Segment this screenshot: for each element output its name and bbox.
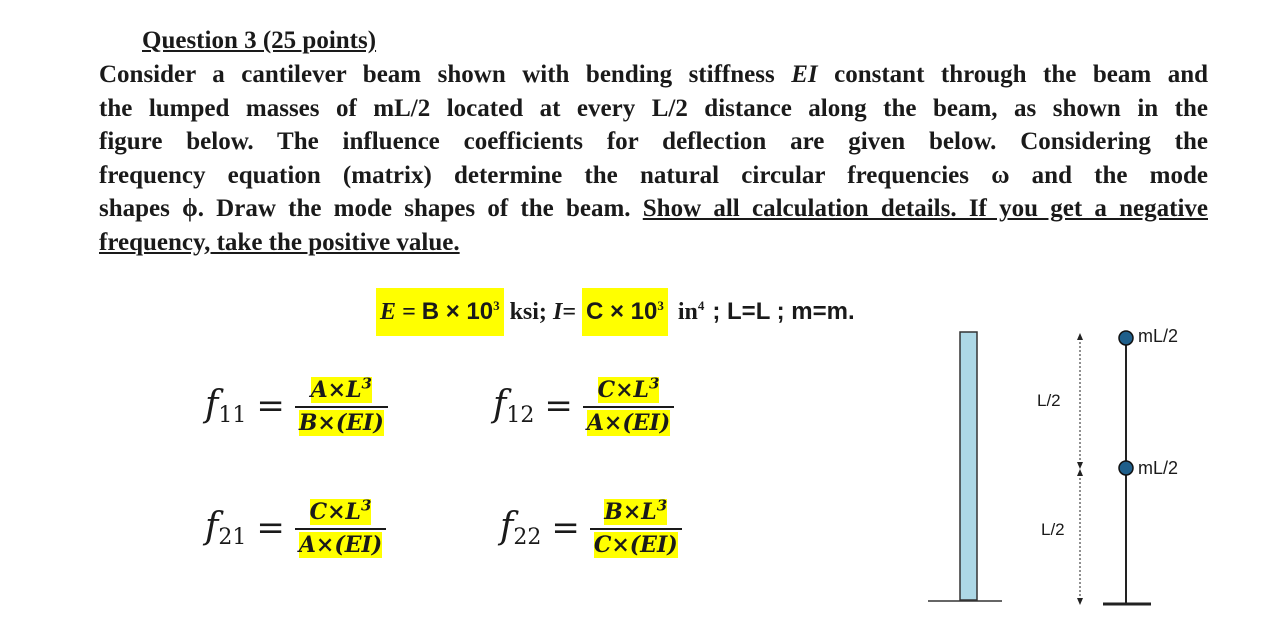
dim-arrow-top-up	[1077, 333, 1083, 340]
f12-numerator: $C\times L^3$	[597, 375, 660, 404]
f22-numerator: $B\times L^3$	[604, 497, 668, 526]
ksi-unit: ksi;	[509, 298, 547, 325]
dim-arrow-bottom-up	[1077, 469, 1083, 476]
coefficient-f22: $f_{22}$ = $\frac{B\times L^3}{C\times(EI)}$	[500, 497, 682, 558]
question-line-5: shapes ϕ. Draw the mode shapes of the beam. Show all calculation details. If you get a negative	[99, 195, 1208, 222]
f22-denominator: C×(EI)	[593, 532, 678, 559]
coefficient-f12: $f_{12}$ = $\frac{C\times L^3}{A\times(EI)}$	[493, 375, 674, 436]
question-line-6: frequency, take the positive value.	[99, 228, 460, 256]
inch-unit: $in^4$	[677, 298, 705, 325]
beam-column	[960, 332, 977, 600]
mass-mid-label: mL/2	[1138, 458, 1179, 478]
f12-denominator: A×(EI)	[586, 410, 671, 437]
question-body	[99, 58, 1208, 259]
f21-denominator: A×(EI)	[298, 532, 383, 559]
question-line-2: the lumped masses of mL/2 located at every L/2 distance along the beam, as shown in the	[99, 94, 1208, 122]
c-value-highlight: $C \times 10^3$	[582, 288, 668, 336]
mass-mid	[1119, 461, 1133, 475]
parameter-line	[376, 287, 855, 337]
coefficient-f21: $f_{21}$ = $\frac{C\times L^3}{A\times(EI)}$	[205, 497, 386, 558]
f11-denominator: B×(EI)	[298, 410, 384, 437]
question-line-3: figure below. The influence coefficients for deflection are given below. Considering the	[99, 128, 1208, 155]
mass-top-label: mL/2	[1138, 326, 1179, 346]
dim-label-top: L/2	[1037, 391, 1061, 410]
dim-arrow-bottom-down	[1077, 598, 1083, 605]
cantilever-diagram	[920, 320, 1270, 632]
question-line-1: Consider a cantilever beam shown with bending stiffness EI constant through the beam and	[99, 61, 1209, 88]
dim-label-bottom: L/2	[1041, 520, 1065, 539]
coefficient-f11: $f_{11}$ = $\frac{A\times L^3}{B\times(EI)}$	[205, 375, 388, 436]
mass-top	[1119, 331, 1133, 345]
i-symbol: I=	[552, 298, 576, 325]
e-value-highlight: $E = B \times 10^3$	[376, 288, 504, 336]
f21-numerator: $C\times L^3$	[309, 497, 372, 526]
params-rest: ; L=L ; m=m.	[712, 298, 855, 325]
dim-arrow-top-down	[1077, 462, 1083, 469]
question-title: Question 3 (25 points)	[142, 27, 377, 54]
question-line-4: frequency equation (matrix) determine the natural circular frequencies ω and the mode	[99, 161, 1208, 189]
f11-numerator: $A\times L^3$	[310, 375, 372, 404]
